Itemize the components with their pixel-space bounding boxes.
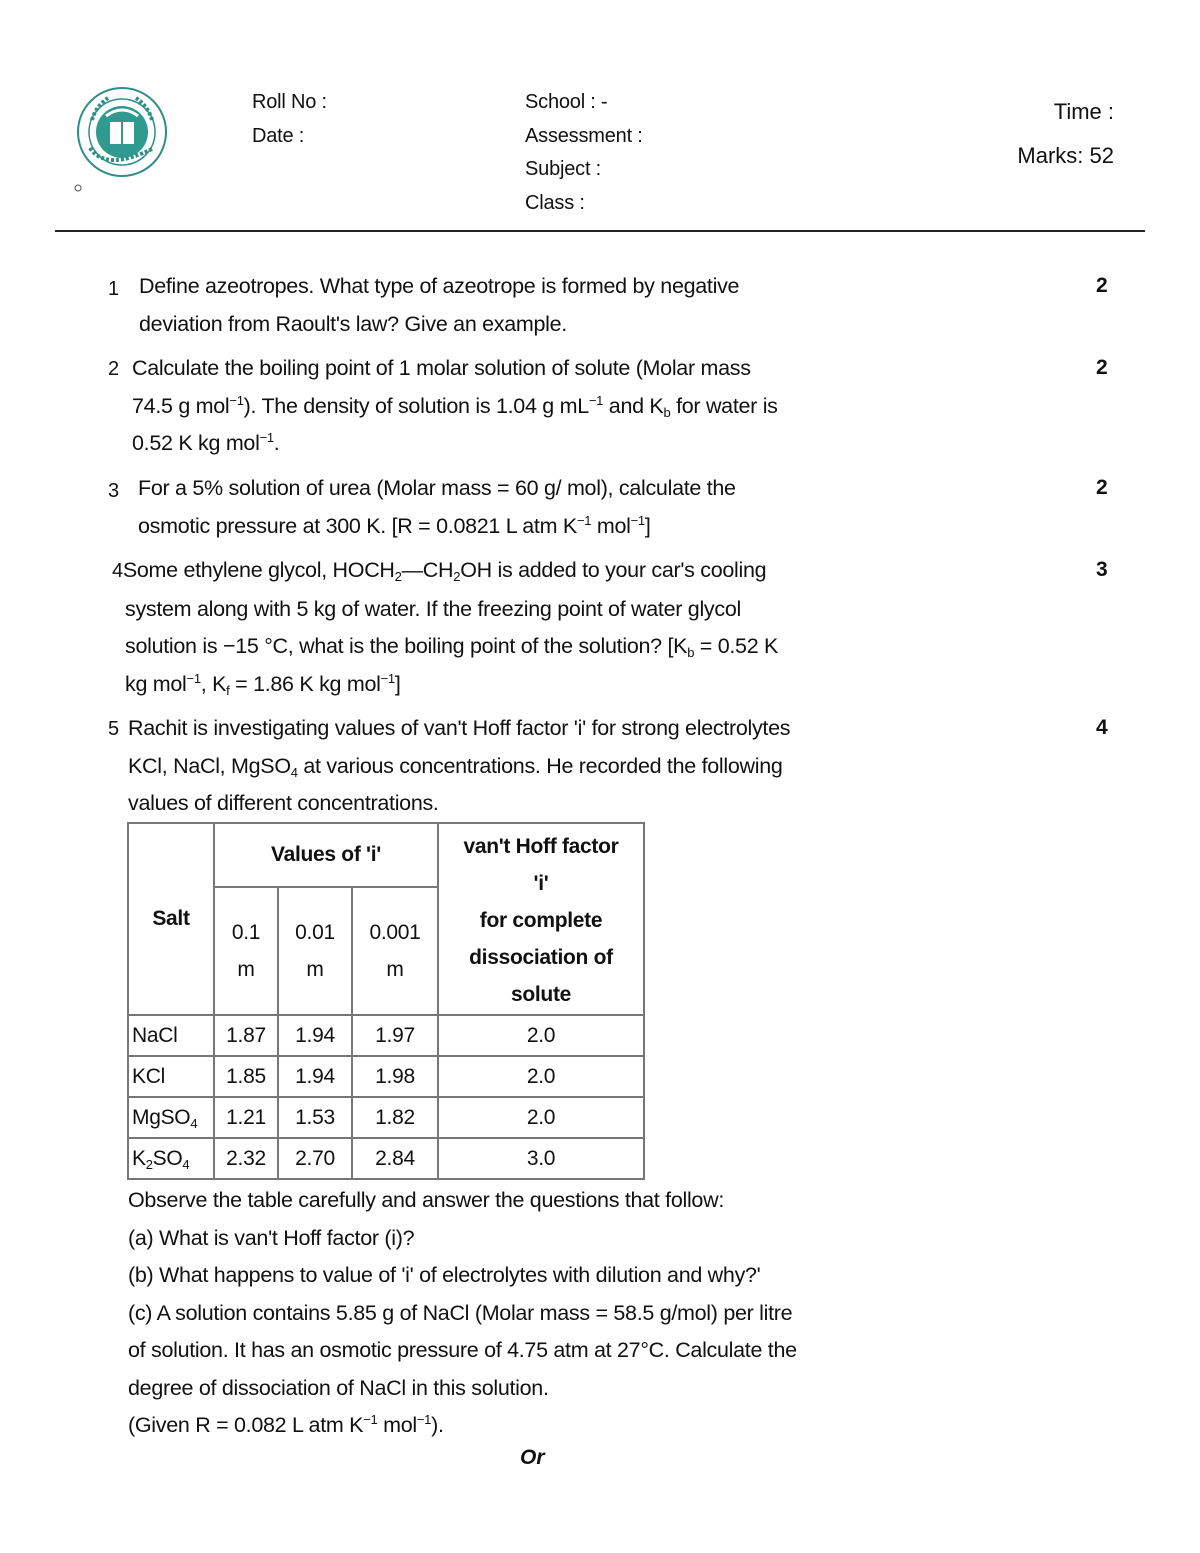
value-cell: 1.53 xyxy=(278,1097,352,1138)
salt-cell: KCl xyxy=(128,1056,214,1097)
question-4 xyxy=(112,552,942,703)
given-constant: (Given R = 0.082 L atm $K^{-1}$ mol$^{-1}$). xyxy=(128,1412,444,1437)
question-marks: 2 xyxy=(1096,356,1108,379)
header-middle-column xyxy=(525,86,643,220)
value-cell: 1.97 xyxy=(352,1015,438,1056)
question-5-followup xyxy=(128,1182,958,1445)
complete-value-cell: 2.0 xyxy=(438,1097,644,1138)
salt-header: Salt xyxy=(128,823,214,1015)
value-cell: 1.87 xyxy=(214,1015,278,1056)
or-separator: Or xyxy=(520,1446,545,1469)
value-cell: 1.94 xyxy=(278,1015,352,1056)
header-divider xyxy=(55,230,1145,232)
value-cell: 2.84 xyxy=(352,1138,438,1179)
question-text: Calculate the boiling point of 1 molar solution of solute (Molar mass xyxy=(132,356,751,380)
question-1 xyxy=(108,268,938,343)
question-3 xyxy=(108,470,938,545)
question-number: 5 xyxy=(108,718,119,740)
question-text: 0.52 K kg mol$^{-1}$. xyxy=(132,430,280,455)
roll-no-label: Roll No : xyxy=(252,91,327,113)
header-right-column xyxy=(1017,90,1114,178)
sub-question-c: of solution. It has an osmotic pressure of 4.75 atm at 27°C. Calculate the xyxy=(128,1338,797,1362)
instruction-text: Observe the table carefully and answer the questions that follow: xyxy=(128,1188,724,1212)
value-cell: 1.85 xyxy=(214,1056,278,1097)
question-2 xyxy=(108,350,938,463)
question-text: kg mol$^{-1}$, $K_f = 1.86$ K kg mol$^{-1}$] xyxy=(125,670,401,698)
question-text: solution is −15 °C, what is the boiling point of the solution? [$K_b = 0.52$ K xyxy=(125,634,779,660)
concentration-header: 0.1 m xyxy=(214,887,278,1015)
salt-cell: $K_2SO_4$ xyxy=(128,1138,214,1179)
salt-cell: NaCl xyxy=(128,1015,214,1056)
total-marks: Marks: 52 xyxy=(1017,143,1114,168)
complete-value-cell: 2.0 xyxy=(438,1015,644,1056)
header-left-column xyxy=(252,86,327,153)
question-text: KCl, NaCl, MgSO$_4$ at various concentrations. He recorded the following xyxy=(128,753,783,780)
class-label: Class : xyxy=(525,191,585,214)
sub-question-c: (c) A solution contains 5.85 g of NaCl (Molar mass = 58.5 g/mol) per litre xyxy=(128,1300,793,1325)
value-cell: 2.32 xyxy=(214,1138,278,1179)
value-cell: 1.82 xyxy=(352,1097,438,1138)
concentration-header: 0.01 m xyxy=(278,887,352,1015)
values-header: Values of 'i' xyxy=(214,823,438,887)
question-number: 1 xyxy=(108,278,119,300)
question-text: For a 5% solution of urea (Molar mass = 60 g/ mol), calculate the xyxy=(138,476,736,500)
sub-question-c: degree of dissociation of NaCl in this solution. xyxy=(128,1375,549,1400)
question-number: 4 xyxy=(112,560,123,582)
value-cell: 2.70 xyxy=(278,1138,352,1179)
complete-value-cell: 2.0 xyxy=(438,1056,644,1097)
salt-cell: MgSO$_4$ xyxy=(128,1097,214,1138)
value-cell: 1.98 xyxy=(352,1056,438,1097)
value-cell: 1.94 xyxy=(278,1056,352,1097)
school-label: School : - xyxy=(525,91,608,113)
table-row xyxy=(128,1015,644,1056)
sub-question-a: (a) What is van't Hoff factor (i)? xyxy=(128,1225,415,1250)
question-marks: 2 xyxy=(1096,274,1108,297)
question-number: 2 xyxy=(108,358,119,380)
question-marks: 3 xyxy=(1096,558,1108,581)
school-board-emblem xyxy=(70,86,170,192)
question-text: values of different concentrations. xyxy=(128,791,439,815)
concentration-header: 0.001 m xyxy=(352,887,438,1015)
subject-label: Subject : xyxy=(525,158,602,180)
table-row xyxy=(128,1138,644,1179)
sub-question-b: (b) What happens to value of 'i' of electrolytes with dilution and why?' xyxy=(128,1263,761,1287)
assessment-label: Assessment : xyxy=(525,124,643,147)
question-text: Rachit is investigating values of van't Hoff factor 'i' for strong electrolytes xyxy=(128,716,791,740)
time-label: Time : xyxy=(1053,99,1114,124)
table-row xyxy=(128,1056,644,1097)
question-text: system along with 5 kg of water. If the freezing point of water glycol xyxy=(125,596,741,621)
table-row xyxy=(128,1097,644,1138)
question-text: osmotic pressure at 300 K. [R = 0.0821 L atm $K^{-1}$ mol$^{-1}$] xyxy=(138,512,651,538)
question-marks: 2 xyxy=(1096,476,1108,499)
question-text: deviation from Raoult's law? Give an example. xyxy=(139,311,567,336)
vant-hoff-table xyxy=(127,822,645,1180)
question-text: 74.5 g mol$^{-1}$). The density of solution is 1.04 g $mL^{-1}$ and $K_b$ for water is xyxy=(132,392,778,420)
value-cell: 1.21 xyxy=(214,1097,278,1138)
date-label: Date : xyxy=(252,124,305,147)
question-5 xyxy=(108,710,938,823)
question-text: 4Some ethylene glycol, $HOCH_2—CH_2OH$ is added to your car's cooling xyxy=(112,558,767,584)
complete-value-cell: 3.0 xyxy=(438,1138,644,1179)
question-marks: 4 xyxy=(1096,716,1108,739)
question-number: 3 xyxy=(108,480,119,502)
complete-dissociation-header: van't Hoff factor 'i' for complete dissociation of solute xyxy=(438,823,644,1015)
question-text: Define azeotropes. What type of azeotrope is formed by negative xyxy=(139,274,740,298)
